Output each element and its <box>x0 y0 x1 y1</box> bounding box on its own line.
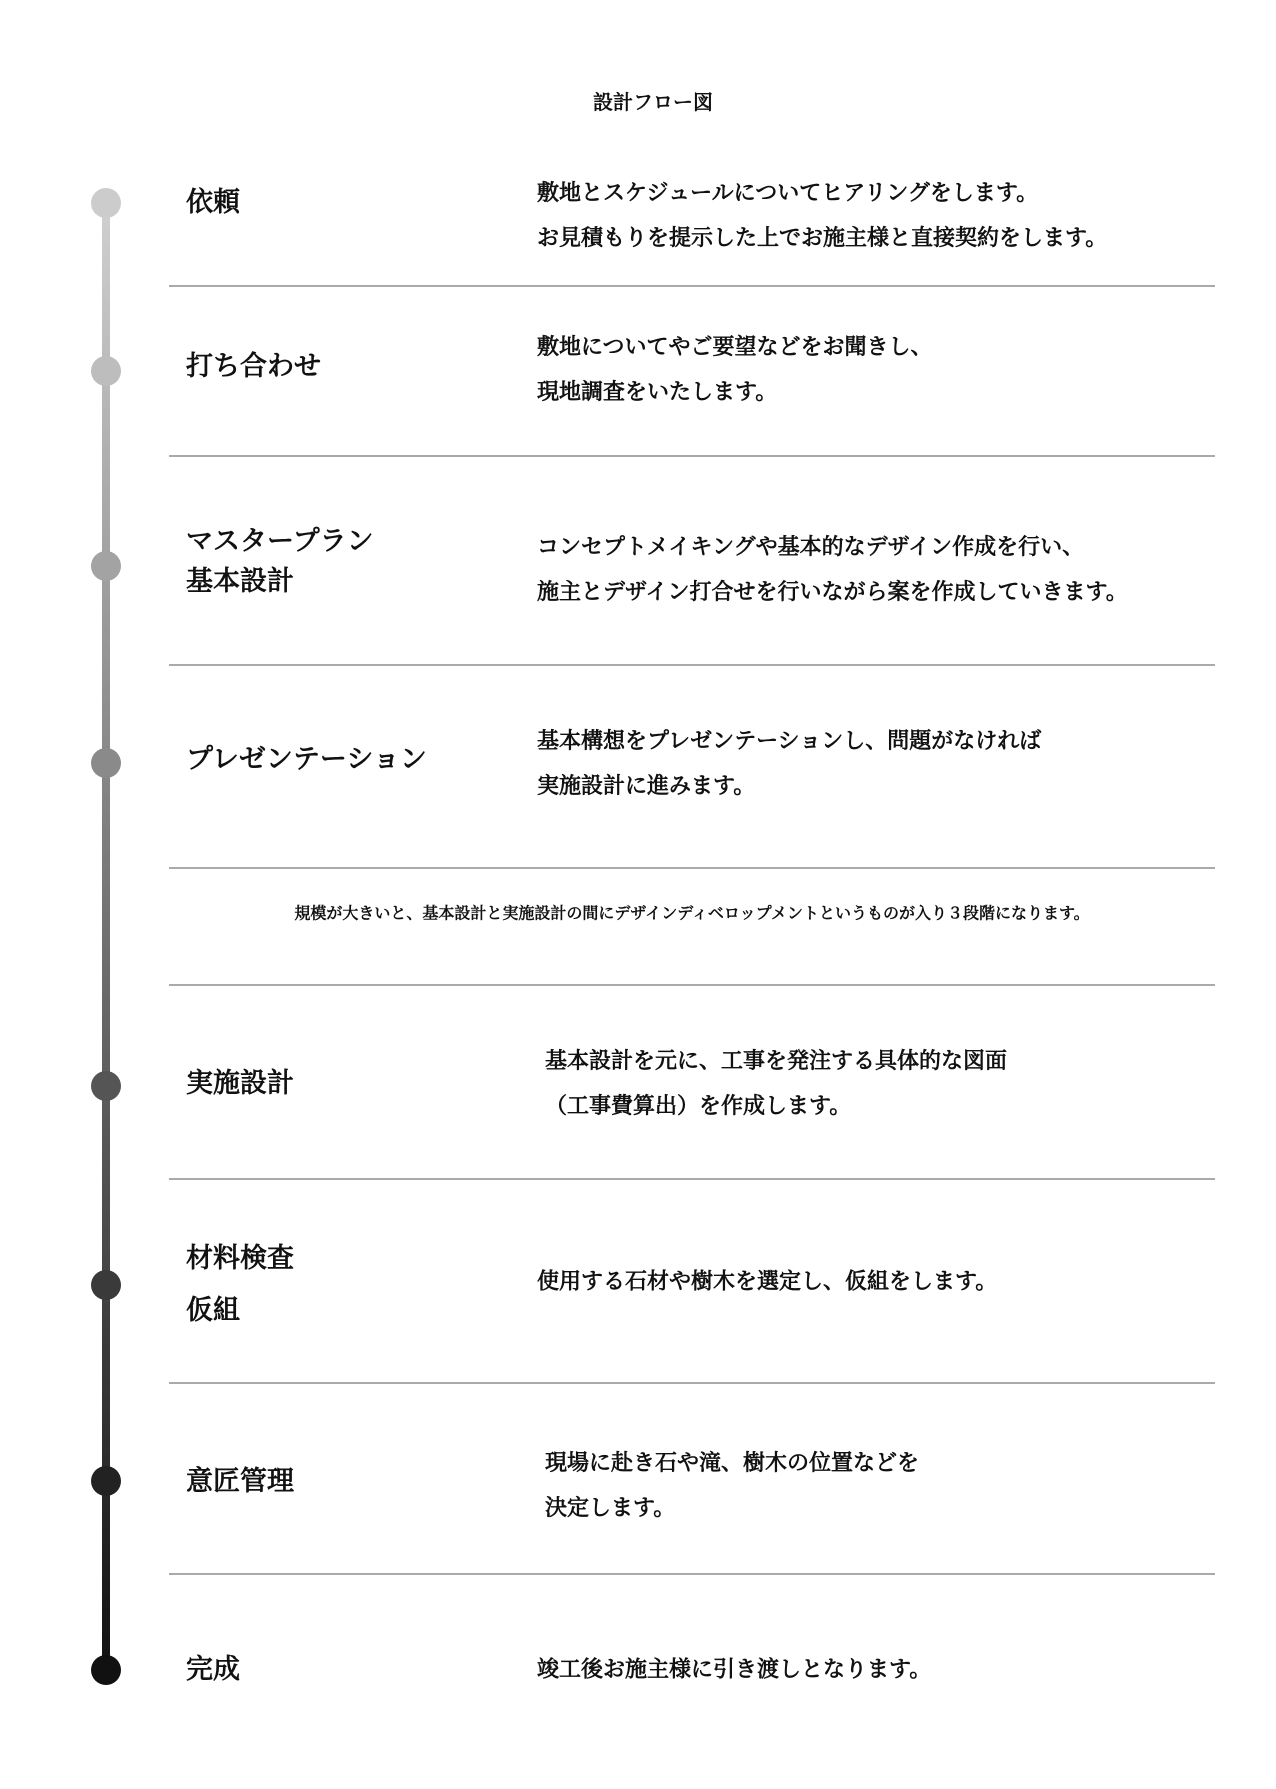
step-description-line: 基本構想をプレゼンテーションし、問題がなければ <box>537 728 1042 754</box>
step-label-line: マスタープラン <box>186 526 374 557</box>
timeline-line <box>102 203 110 1670</box>
step-description <box>545 1039 1007 1129</box>
step-description-line: コンセプトメイキングや基本的なデザイン作成を行い、 <box>537 534 1085 560</box>
step-label <box>186 522 374 602</box>
page-title: 設計フロー図 <box>593 90 713 114</box>
step-label-line: 材料検査 <box>186 1243 294 1274</box>
note-text: 規模が大きいと、基本設計と実施設計の間にデザインディベロップメントというものが入り３段階になります。 <box>294 903 1090 923</box>
step-description-line: お見積もりを提示した上でお施主様と直接契約をします。 <box>537 225 1108 251</box>
step-description-line: 施主とデザイン打合せを行いながら案を作成していきます。 <box>537 579 1128 605</box>
step-description-line: （工事費算出）を作成します。 <box>545 1093 852 1119</box>
step-description-line: 基本設計を元に、工事を発注する具体的な図面 <box>545 1048 1008 1074</box>
step-label <box>186 347 321 387</box>
step-label <box>186 1064 294 1104</box>
timeline-dot <box>91 356 121 386</box>
step-label-line: 実施設計 <box>186 1068 294 1099</box>
divider <box>169 285 1215 287</box>
timeline-dot <box>91 1655 121 1685</box>
step-label-line: 依頼 <box>186 187 240 218</box>
divider <box>169 984 1215 986</box>
step-label <box>186 740 427 780</box>
timeline-dot <box>91 748 121 778</box>
step-label <box>186 183 240 223</box>
divider <box>169 455 1215 457</box>
step-description <box>537 525 1128 615</box>
divider <box>169 1382 1215 1384</box>
timeline-dot <box>91 1071 121 1101</box>
step-description <box>537 171 1107 261</box>
step-description-line: 現場に赴き石や滝、樹木の位置などを <box>545 1450 920 1476</box>
step-description <box>537 1260 997 1305</box>
timeline-dot <box>91 1466 121 1496</box>
step-label-line: 意匠管理 <box>186 1466 294 1497</box>
step-description-line: 実施設計に進みます。 <box>537 773 756 799</box>
divider <box>169 867 1215 869</box>
step-description <box>537 325 933 415</box>
divider <box>169 1178 1215 1180</box>
divider <box>169 1573 1215 1575</box>
step-description <box>537 719 1041 809</box>
step-label-line: 仮組 <box>186 1295 240 1326</box>
step-description-line: 決定します。 <box>545 1495 676 1521</box>
step-label <box>186 1462 294 1502</box>
step-description-line: 竣工後お施主様に引き渡しとなります。 <box>537 1656 932 1683</box>
step-label-line: 完成 <box>186 1654 240 1685</box>
timeline-dot <box>91 188 121 218</box>
step-label-line: 打ち合わせ <box>186 351 321 382</box>
timeline-dot <box>91 551 121 581</box>
divider <box>169 664 1215 666</box>
timeline-dot <box>91 1270 121 1300</box>
step-label-line: プレゼンテーション <box>186 744 427 775</box>
step-description <box>545 1441 919 1531</box>
step-label <box>186 1650 240 1690</box>
step-description-line: 使用する石材や樹木を選定し、仮組をします。 <box>537 1268 998 1295</box>
step-description <box>537 1648 931 1693</box>
step-description-line: 現地調査をいたします。 <box>537 379 778 405</box>
step-description-line: 敷地とスケジュールについてヒアリングをします。 <box>537 180 1039 206</box>
step-description-line: 敷地についてやご要望などをお聞きし、 <box>537 334 933 360</box>
step-label <box>186 1233 294 1337</box>
step-label-line: 基本設計 <box>186 566 294 597</box>
